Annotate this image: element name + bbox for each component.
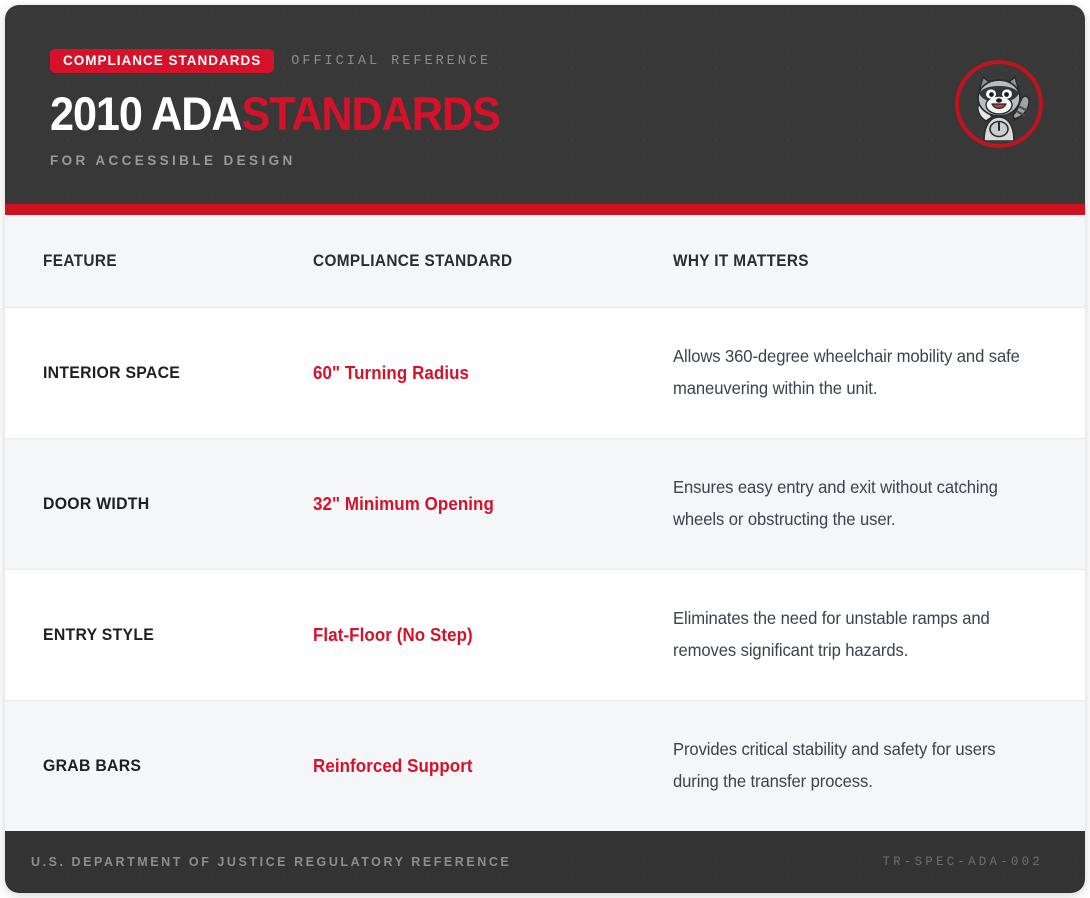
table-row [5,308,1085,439]
cell-standard: Flat-Floor (No Step) [313,624,473,645]
table-row [5,439,1085,570]
compliance-table [5,215,1085,831]
official-reference-label: OFFICIAL REFERENCE [291,53,492,69]
page-title [50,87,961,140]
ada-standards-card [5,5,1085,893]
table-header-row [5,215,1085,308]
cell-feature: ENTRY STYLE [43,625,155,644]
cell-standard: 32" Minimum Opening [313,493,494,514]
table-row [5,701,1085,832]
table-row [5,570,1085,701]
cell-why: Ensures easy entry and exit without catching wheels or obstructing the user. [673,477,998,529]
cell-why: Allows 360-degree wheelchair mobility and safe maneuvering within the unit. [673,346,1020,398]
card-footer [5,831,1085,893]
compliance-standards-badge: COMPLIANCE STANDARDS [50,49,274,74]
footer-agency-label: U.S. DEPARTMENT OF JUSTICE REGULATORY REFERENCE [31,855,512,869]
eyebrow-row [50,49,1040,73]
column-header-why-it-matters: WHY IT MATTERS [673,251,809,270]
cell-feature: GRAB BARS [43,756,142,775]
cell-why: Eliminates the need for unstable ramps and removes significant trip hazards. [673,608,990,660]
column-header-compliance-standard: COMPLIANCE STANDARD [313,251,513,270]
header-content [50,49,1040,168]
cell-why: Provides critical stability and safety for users during the transfer process. [673,739,996,791]
page-subtitle: FOR ACCESSIBLE DESIGN [50,153,296,168]
cell-feature: DOOR WIDTH [43,494,150,513]
cell-standard: Reinforced Support [313,755,473,776]
footer-document-code: TR-SPEC-ADA-002 [882,855,1043,869]
cell-feature: INTERIOR SPACE [43,363,181,382]
card-header [5,5,1085,204]
page-title-accent: STANDARDS [241,87,500,140]
column-header-feature: FEATURE [43,251,117,270]
page-title-primary: 2010 ADA [50,87,242,140]
raccoon-mascot-icon [955,60,1043,148]
header-accent-rule [5,204,1085,215]
cell-standard: 60" Turning Radius [313,362,470,383]
